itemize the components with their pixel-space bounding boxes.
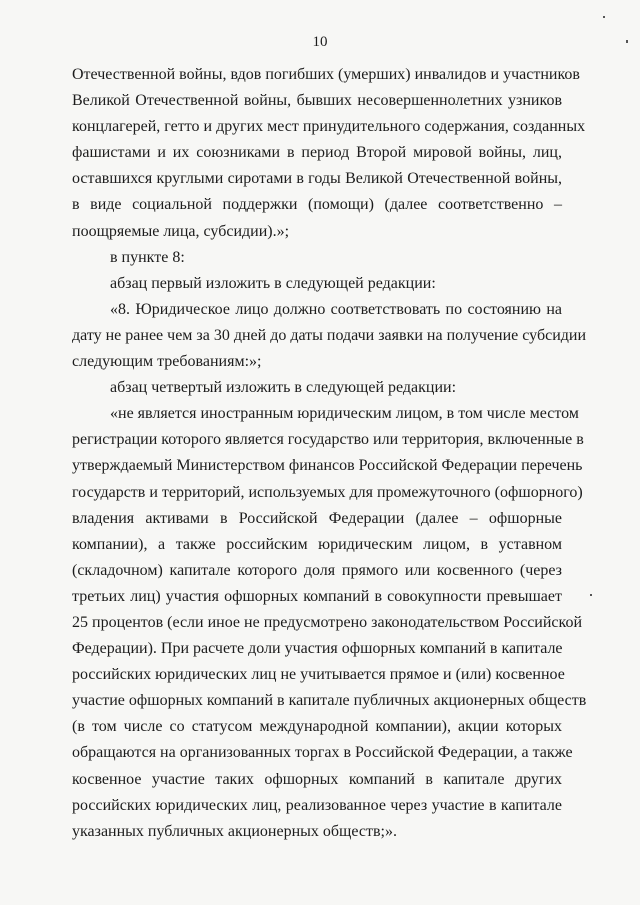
text-line: владения активами в Российской Федерации (далее – офшорные bbox=[72, 509, 562, 527]
text-line: 25 процентов (если иное не предусмотрено законодательством Российской bbox=[72, 613, 583, 631]
text-line: обращаются на организованных торгах в Российской Федерации, а также bbox=[72, 744, 573, 762]
document-body bbox=[72, 62, 587, 845]
text-line: в виде социальной поддержки (помощи) (далее соответственно – bbox=[72, 196, 562, 214]
page-number: 10 bbox=[312, 34, 328, 50]
scan-speck bbox=[603, 16, 605, 18]
scan-speck bbox=[626, 40, 628, 43]
text-line: указанных публичных акционерных обществ;». bbox=[72, 822, 397, 840]
text-line: Отечественной войны, вдов погибших (умерших) инвалидов и участников bbox=[72, 66, 580, 83]
text-line: государств и территорий, используемых для промежуточного (офшорного) bbox=[72, 483, 583, 501]
text-line: следующим требованиям:»; bbox=[72, 353, 262, 371]
text-line: (складочном) капитале которого доля прямого или косвенного (через bbox=[72, 561, 562, 579]
text-line: «8. Юридическое лицо должно соответствовать по состоянию на bbox=[110, 300, 562, 318]
scan-speck bbox=[590, 594, 592, 596]
text-line: оставшихся круглыми сиротами в годы Великой Отечественной войны, bbox=[72, 170, 562, 188]
text-line: абзац первый изложить в следующей редакции: bbox=[110, 274, 436, 292]
text-line: (в том числе со статусом международной компании), акции которых bbox=[72, 718, 562, 736]
text-line: дату не ранее чем за 30 дней до даты подачи заявки на получение субсидии bbox=[72, 326, 587, 344]
text-line: концлагерей, гетто и других мест принудительного содержания, созданных bbox=[72, 118, 586, 136]
text-line: регистрации которого является государство или территория, включенные в bbox=[72, 431, 584, 449]
text-line: абзац четвертый изложить в следующей редакции: bbox=[110, 379, 457, 397]
text-line: участие офшорных компаний в капитале публичных акционерных обществ bbox=[72, 692, 587, 710]
text-line: российских юридических лиц, реализованное через участие в капитале bbox=[72, 796, 562, 814]
text-line: Федерации). При расчете доли участия офшорных компаний в капитале bbox=[72, 640, 563, 658]
text-line: утверждаемый Министерством финансов Российской Федерации перечень bbox=[72, 457, 583, 475]
text-line: компании), а также российским юридическим лицом, в уставном bbox=[72, 535, 562, 553]
text-line: Великой Отечественной войны, бывших несовершеннолетних узников bbox=[72, 92, 562, 110]
text-line: косвенное участие таких офшорных компаний в капитале других bbox=[72, 770, 562, 788]
text-line: «не является иностранным юридическим лицом, в том числе местом bbox=[110, 405, 579, 423]
text-line: фашистами и их союзниками в период Второй мировой войны, лиц, bbox=[72, 144, 562, 162]
text-line: российских юридических лиц не учитывается прямое и (или) косвенное bbox=[72, 666, 565, 684]
text-line: в пункте 8: bbox=[110, 248, 185, 266]
text-line: поощряемые лица, субсидии).»; bbox=[72, 222, 290, 240]
text-line: третьих лиц) участия офшорных компаний в совокупности превышает bbox=[72, 587, 562, 605]
